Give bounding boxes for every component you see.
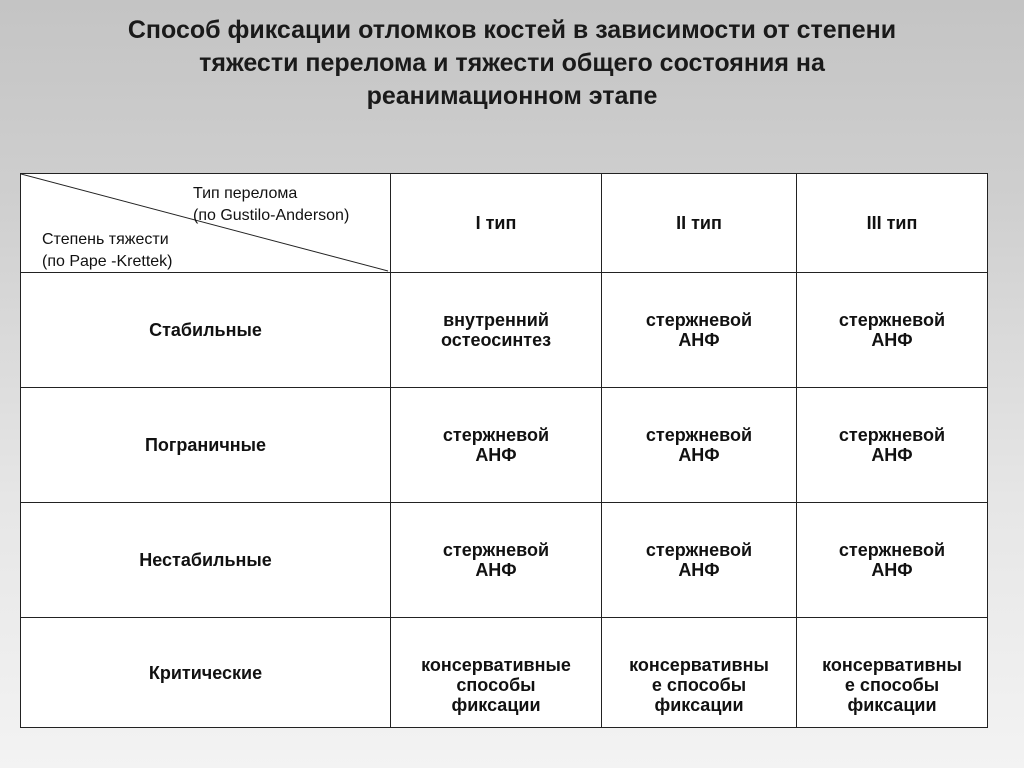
table-cell	[797, 273, 988, 388]
cell-line: АНФ	[475, 560, 517, 580]
cell-line: АНФ	[678, 330, 720, 350]
table-cell	[602, 503, 797, 618]
slide-title-line-3: реанимационном этапе	[366, 82, 658, 110]
cell-line: консервативные	[421, 655, 571, 675]
cell-line: стержневой	[442, 540, 550, 560]
cell-line: стержневой	[838, 540, 946, 560]
column-header-type-1: I тип	[391, 174, 602, 273]
corner-header-cell	[21, 174, 391, 273]
cell-line: фиксации	[847, 695, 937, 715]
fixation-table	[20, 173, 988, 728]
cell-line: АНФ	[871, 330, 913, 350]
cell-line: способы	[456, 675, 536, 695]
fracture-type-label	[193, 183, 349, 227]
cell-line: консервативны	[629, 655, 769, 675]
cell-line: стержневой	[645, 540, 753, 560]
table-row	[21, 503, 988, 618]
table-header-row	[21, 174, 988, 273]
cell-line: фиксации	[451, 695, 541, 715]
cell-line: стержневой	[645, 425, 753, 445]
table-cell	[797, 388, 988, 503]
column-header-type-2: II тип	[602, 174, 797, 273]
cell-line: е способы	[844, 675, 940, 695]
row-header-borderline: Пограничные	[21, 388, 391, 503]
table-cell	[391, 503, 602, 618]
severity-label-line-1: Степень тяжести	[42, 231, 169, 248]
cell-line: АНФ	[678, 445, 720, 465]
table-cell	[602, 273, 797, 388]
table-cell	[391, 388, 602, 503]
cell-line: внутренний	[443, 310, 549, 330]
table-cell	[391, 273, 602, 388]
severity-label	[42, 229, 173, 273]
table-cell	[602, 388, 797, 503]
table-cell	[797, 503, 988, 618]
slide-title-line-2: тяжести перелома и тяжести общего состояния на	[199, 49, 825, 77]
slide-title	[40, 14, 984, 113]
cell-line: стержневой	[645, 310, 753, 330]
table-cell	[602, 618, 797, 728]
row-header-unstable: Нестабильные	[21, 503, 391, 618]
fracture-type-label-line-1: Тип перелома	[193, 185, 298, 202]
severity-label-line-2: (по Pape -Krettek)	[42, 253, 173, 270]
slide-title-line-1: Способ фиксации отломков костей в зависимости от степени	[127, 16, 897, 44]
fracture-type-label-line-2: (по Gustilo-Anderson)	[193, 207, 350, 224]
cell-line: АНФ	[678, 560, 720, 580]
cell-line: АНФ	[475, 445, 517, 465]
table-row	[21, 388, 988, 503]
cell-line: е способы	[651, 675, 747, 695]
cell-line: АНФ	[871, 560, 913, 580]
cell-line: стержневой	[442, 425, 550, 445]
column-header-type-3: III тип	[797, 174, 988, 273]
cell-line: консервативны	[822, 655, 962, 675]
cell-line: АНФ	[871, 445, 913, 465]
cell-line: стержневой	[838, 310, 946, 330]
table-row	[21, 618, 988, 728]
cell-line: фиксации	[654, 695, 744, 715]
row-header-stable: Стабильные	[21, 273, 391, 388]
cell-line: стержневой	[838, 425, 946, 445]
cell-line: остеосинтез	[440, 330, 552, 350]
table-cell	[797, 618, 988, 728]
table-cell	[391, 618, 602, 728]
table-row	[21, 273, 988, 388]
row-header-critical: Критические	[21, 618, 391, 728]
